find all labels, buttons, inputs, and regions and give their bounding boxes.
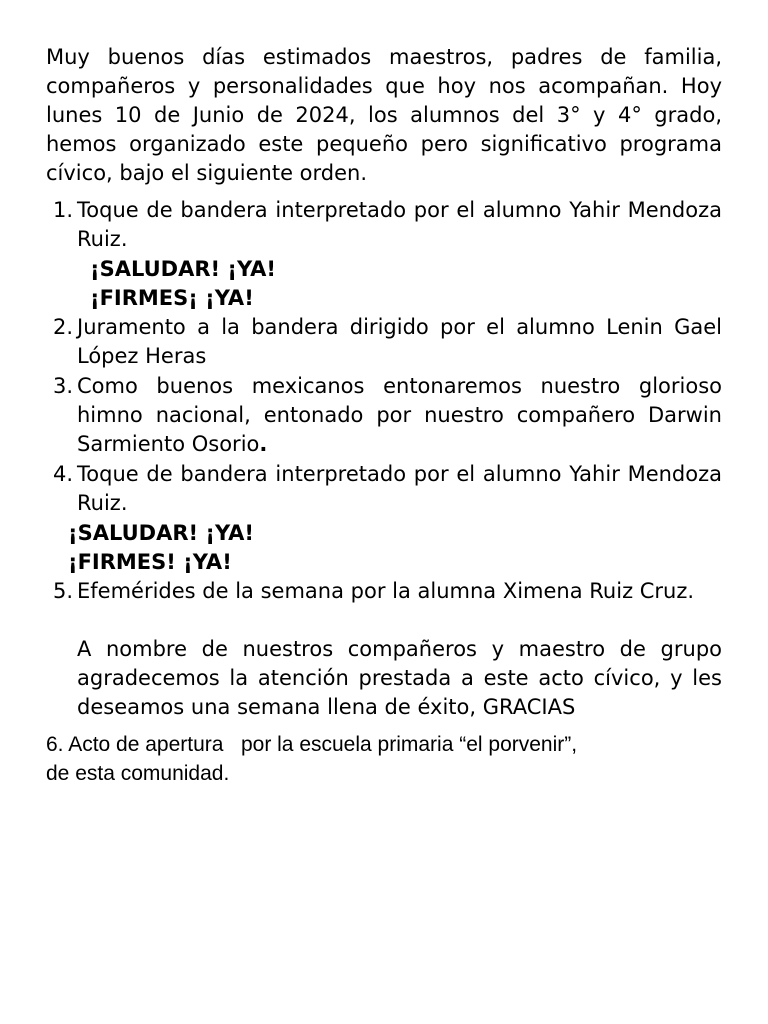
program-item-5	[46, 577, 722, 722]
command-attention: ¡FIRMES¡ ¡YA!	[90, 286, 254, 310]
document-page	[46, 43, 722, 788]
item-number: 2.	[53, 315, 74, 339]
program-item-4	[46, 460, 722, 518]
item-number: 3.	[53, 374, 74, 398]
item-number: 4.	[53, 462, 74, 486]
command-salute: ¡SALUDAR! ¡YA!	[90, 257, 276, 281]
item-text: Toque de bandera interpretado por el alumno Yahir Mendoza Ruiz.	[77, 462, 722, 515]
item-number: 1.	[53, 198, 74, 222]
command-attention: ¡FIRMES! ¡YA!	[68, 550, 232, 574]
item-text: Juramento a la bandera dirigido por el alumno Lenin Gael López Heras	[77, 315, 722, 368]
closing-paragraph: A nombre de nuestros compañeros y maestro de grupo agradecemos la atención prestada a este acto cívico, y les deseamos una semana llena de éxito, GRACIAS	[77, 637, 722, 719]
intro-paragraph: Muy buenos días estimados maestros, padres de familia, compañeros y personalidades que hoy nos acompañan. Hoy lunes 10 de Junio de 2024, los alumnos del 3° y 4° grado, hemos organizado este pequeño pero significativo programa cívico, bajo el siguiente orden.	[46, 45, 722, 185]
program-list	[46, 196, 722, 722]
item-text: Efemérides de la semana por la alumna Ximena Ruiz Cruz.	[77, 579, 695, 603]
item-text: Como buenos mexicanos entonaremos nuestro glorioso himno nacional, entonado por nuestro compañero Darwin Sarmiento Osorio	[77, 374, 722, 456]
item-text: Toque de bandera interpretado por el alumno Yahir Mendoza Ruiz.	[77, 198, 722, 251]
final-line-1: 6. Acto de apertura por la escuela primaria “el porvenir”,	[46, 733, 578, 756]
command-salute: ¡SALUDAR! ¡YA!	[68, 521, 254, 545]
item-text-wrapper	[77, 372, 722, 459]
item-text-suffix: .	[259, 432, 268, 456]
item-number: 5.	[53, 579, 74, 603]
program-item-3	[46, 372, 722, 459]
program-item-1	[46, 196, 722, 254]
final-line-2: de esta comunidad.	[46, 762, 230, 785]
final-item	[46, 730, 722, 788]
program-item-2	[46, 313, 722, 371]
